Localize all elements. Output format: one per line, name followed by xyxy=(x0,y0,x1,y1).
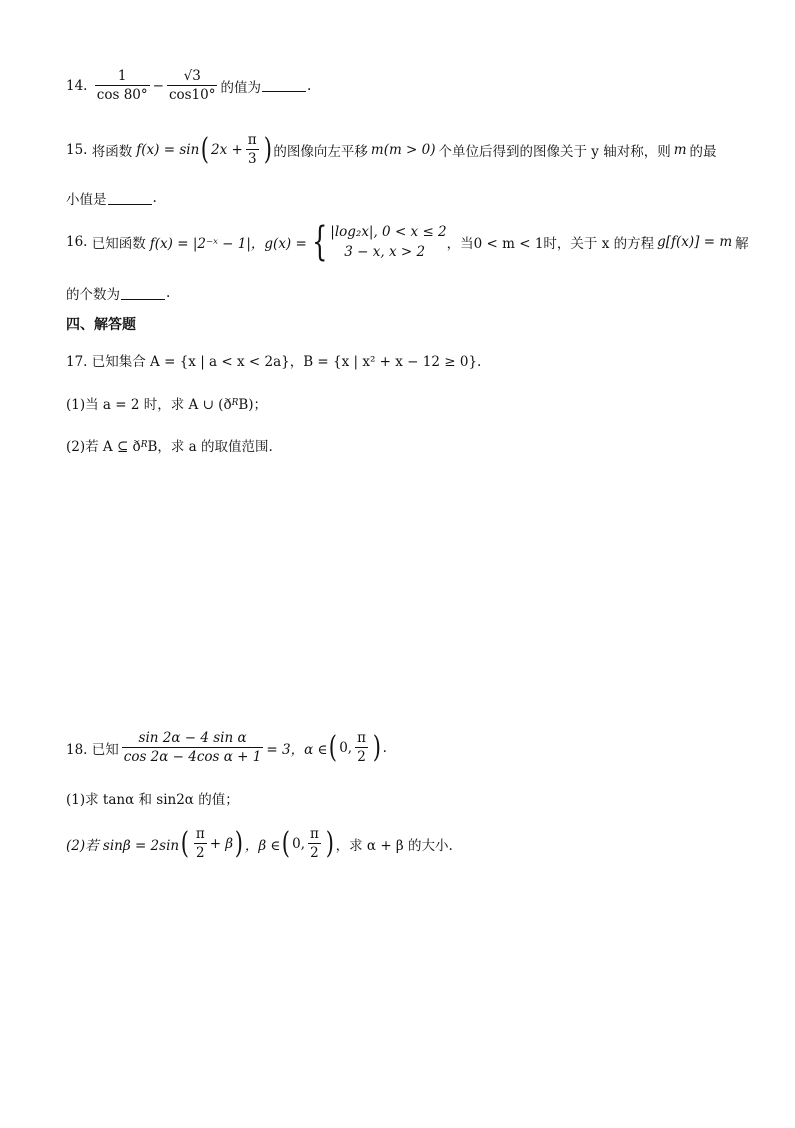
q14-fraction-2: $\frac{√3}{\cos 10^\circ}$ xyxy=(168,68,216,103)
question-17-part-1: (1)当 a = 2 时，求 A ∪ (ð R B)； xyxy=(66,397,268,413)
q18-pi-over-2-c: $\frac{\pi}{2}$ xyxy=(310,826,319,861)
q18-pi-over-2: $\frac{\pi}{2}$ xyxy=(357,730,366,765)
q14-fraction-1: $\frac{1}{\cos 80^\circ}$ xyxy=(96,68,148,103)
question-16: 16. 已知函数 f(x) = |2⁻ˣ − 1|，g(x) = { |log₂x|, 0 < x ≤ 2 3 − x, x > 2 ，当0 < m < 1时，关于 x 的方程 g[f(x)] = m 解 xyxy=(66,219,749,265)
section-heading: 四、解答题 xyxy=(66,317,136,333)
question-17-part-2: (2)若 A ⊆ ð R B，求 a 的取值范围. xyxy=(66,439,273,455)
q18-pi-over-2-b: $\frac{\pi}{2}$ xyxy=(195,826,205,861)
piecewise-cases: |log₂x|, 0 < x ≤ 2 3 − x, x > 2 xyxy=(330,224,447,260)
q14-number: 14. xyxy=(66,77,88,94)
answer-blank[interactable] xyxy=(121,287,165,300)
question-18: 18. 已知 $\frac{\text{sin 2α − 4 sin α}}{\text{cos 2α − 4cos α + 1}}$ = 3，α ∈ ( 0, $\frac{\pi}{2}$ ) . xyxy=(66,729,387,765)
question-17: 17. 已知集合 A = {x | a < x < 2a}，B = {x | x² + x − 12 ≥ 0}. xyxy=(66,354,482,370)
q18-fraction: $\frac{\text{sin 2α − 4 sin α}}{\text{cos 2α − 4cos α + 1}}$ xyxy=(123,730,262,765)
answer-blank[interactable] xyxy=(262,79,306,92)
question-14: 14. $\frac{1}{\cos 80^\circ}$ − $\frac{√3}{\cos 10^\circ}$ 的值为 . xyxy=(66,68,312,103)
question-15-line-2: 小值是 . xyxy=(66,190,157,208)
question-18-part-1: (1)求 tanα 和 sin2α 的值； xyxy=(66,792,239,808)
answer-blank[interactable] xyxy=(108,192,152,205)
question-18-part-2: (2)若 sinβ = 2sin ( $\frac{\pi}{2}$ + β ) ，β ∈ ( 0, $\frac{\pi}{2}$ ) ，求 α + β 的大小. xyxy=(66,825,453,861)
q15-pi-over-3: $\frac{\pi}{3}$ xyxy=(247,132,257,167)
question-16-line-2: 的个数为 . xyxy=(66,285,171,303)
question-15: 15. 将函数 f(x) = sin ( 2x + $\frac{\pi}{3}$ ) 的图像向左平移 m(m > 0) 个单位后得到的图像关于 y 轴对称，则 m 的最 xyxy=(66,131,717,167)
